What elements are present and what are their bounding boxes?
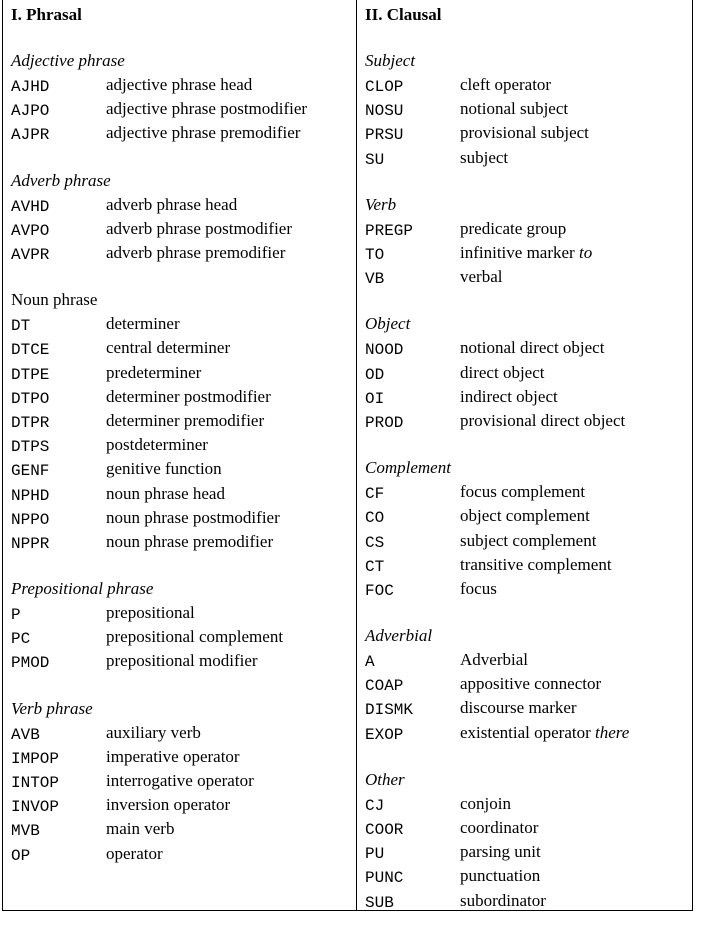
tag-code: NPPO — [11, 510, 50, 529]
tag-row — [365, 648, 692, 672]
column-title: II. Clausal — [365, 5, 442, 24]
tag-row — [11, 530, 356, 554]
tag-description-text: coordinator — [460, 818, 539, 838]
tag-row — [11, 506, 356, 530]
tag-row — [365, 840, 692, 864]
tag-row — [11, 745, 356, 769]
tag-code: DTPR — [11, 413, 50, 432]
tag-code: AVHD — [11, 197, 50, 216]
section-heading: Prepositional phrase — [11, 579, 154, 598]
tag-row — [11, 361, 356, 385]
tag-description-text: postdeterminer — [106, 435, 208, 455]
tag-code: PU — [365, 845, 385, 864]
tag-code: MVB — [11, 822, 40, 841]
tag-row — [11, 793, 356, 817]
section — [365, 312, 692, 433]
tag-row — [365, 146, 692, 170]
tag-description-text: adjective phrase head — [106, 75, 253, 95]
tag-description-text: discourse marker — [460, 698, 577, 718]
tag-description-text: predicate group — [460, 218, 567, 238]
tag-description-text: imperative operator — [106, 746, 240, 766]
tag-code: SUB — [365, 893, 394, 912]
tag-code: OI — [365, 389, 385, 408]
tag-code: PUNC — [365, 869, 404, 888]
section — [11, 577, 356, 674]
tag-description-text: determiner premodifier — [106, 410, 265, 430]
tag-description — [106, 508, 280, 528]
tag-description — [106, 387, 271, 407]
tag-code: NOSU — [365, 102, 404, 121]
tag-description-text: subordinator — [460, 890, 546, 910]
section-heading: Object — [365, 314, 411, 334]
tag-code: CO — [365, 509, 385, 528]
tag-description-text: adverb phrase premodifier — [106, 243, 286, 263]
tag-code: IMPOP — [11, 749, 60, 768]
tag-description-text: infinitive marker — [460, 243, 575, 263]
tag-description — [460, 794, 511, 814]
tag-code: OD — [365, 365, 385, 384]
tag-description-text: cleft operator — [460, 75, 552, 95]
section — [11, 169, 356, 266]
tag-code: INTOP — [11, 774, 60, 793]
tag-row — [365, 504, 692, 528]
tag-row — [365, 385, 692, 409]
tag-description-text: interrogative operator — [106, 771, 254, 791]
tag-description-text: noun phrase postmodifier — [106, 507, 280, 527]
tag-description-text: noun phrase premodifier — [106, 531, 274, 551]
tag-row — [11, 312, 356, 336]
tag-code: DISMK — [365, 701, 414, 720]
tag-description-text: notional direct object — [460, 338, 605, 358]
tag-code: AJHD — [11, 78, 50, 97]
tag-description-text: genitive function — [106, 459, 222, 479]
tag-row — [11, 842, 356, 866]
tag-description-text: conjoin — [460, 793, 511, 813]
section-heading: Complement — [365, 458, 451, 478]
tag-code: DTPE — [11, 365, 50, 384]
tag-description — [460, 411, 625, 431]
tag-description — [460, 891, 546, 911]
tag-description — [460, 99, 568, 119]
tag-code: NPPR — [11, 534, 50, 553]
tag-code: FOC — [365, 581, 394, 600]
tag-row — [11, 481, 356, 505]
tag-code: OP — [11, 846, 31, 865]
tag-description-text: punctuation — [460, 866, 541, 886]
tag-description-text: noun phrase head — [106, 483, 225, 503]
tag-code: DTCE — [11, 341, 50, 360]
tag-code: SU — [365, 150, 385, 169]
tag-description-text: inversion operator — [106, 795, 231, 815]
section — [365, 49, 692, 170]
tag-description-emphasis: to — [578, 243, 593, 263]
tag-description — [460, 363, 545, 383]
tag-description-text: verbal — [460, 267, 503, 287]
tag-row — [11, 241, 356, 265]
tag-description — [460, 148, 508, 168]
section-heading: Adverbial — [365, 626, 433, 645]
tag-description — [460, 555, 612, 575]
tag-code: PROD — [365, 413, 404, 432]
tag-code: INVOP — [11, 798, 60, 817]
tag-row — [365, 696, 692, 720]
tag-row — [365, 121, 692, 145]
tag-code: EXOP — [365, 725, 404, 744]
tag-row — [11, 97, 356, 121]
section — [11, 49, 356, 146]
tag-row — [365, 336, 692, 360]
tag-description — [106, 819, 174, 839]
section-heading: Noun phrase — [11, 290, 98, 310]
tag-description — [460, 579, 497, 599]
tag-description — [106, 747, 240, 767]
section — [365, 768, 692, 913]
tag-code: CJ — [365, 796, 385, 815]
tag-description-text: object complement — [460, 506, 590, 526]
tag-description — [460, 674, 601, 694]
tag-description-text: adjective phrase postmodifier — [106, 99, 308, 119]
tag-row — [365, 792, 692, 816]
tag-description — [106, 795, 230, 815]
tag-row — [365, 672, 692, 696]
tag-row — [11, 769, 356, 793]
tag-description — [106, 484, 225, 504]
tag-code: AVPR — [11, 246, 50, 265]
tag-row — [11, 457, 356, 481]
tag-description — [460, 723, 629, 743]
tag-description — [460, 219, 566, 239]
tag-code: CS — [365, 533, 385, 552]
tag-description-text: focus — [460, 578, 497, 598]
tag-row — [11, 336, 356, 360]
tag-description-text: determiner postmodifier — [106, 386, 271, 406]
tag-description-text: provisional subject — [460, 123, 589, 143]
tag-row — [11, 817, 356, 841]
tag-row — [365, 721, 692, 745]
tag-code: COOR — [365, 821, 404, 840]
tag-description-text: transitive complement — [460, 554, 612, 574]
tag-description — [460, 650, 528, 670]
tag-code: A — [365, 653, 375, 672]
tag-code: AVPO — [11, 221, 50, 240]
tag-code: TO — [365, 246, 385, 265]
tag-row — [11, 409, 356, 433]
tag-row — [11, 121, 356, 145]
tag-row — [11, 625, 356, 649]
tag-description — [460, 243, 592, 263]
tag-description — [460, 866, 540, 886]
phrasal-column — [3, 0, 357, 910]
tag-row — [365, 361, 692, 385]
tag-row — [365, 889, 692, 913]
section — [365, 193, 692, 290]
tag-description — [106, 435, 208, 455]
tag-description — [460, 842, 541, 862]
tag-description — [460, 506, 590, 526]
tag-code: NPHD — [11, 486, 50, 505]
tag-row — [11, 385, 356, 409]
tag-description-text: determiner — [106, 314, 180, 334]
tag-code: PC — [11, 630, 31, 649]
tag-description — [460, 387, 558, 407]
tag-description — [460, 482, 585, 502]
tag-row — [365, 864, 692, 888]
tag-description-text: subject complement — [460, 530, 597, 550]
section-heading: Verb phrase — [11, 698, 93, 718]
tag-description-text: prepositional complement — [106, 627, 284, 647]
section-heading: Subject — [365, 51, 416, 70]
tag-description — [106, 338, 230, 358]
tag-row — [365, 528, 692, 552]
tag-description — [460, 123, 589, 143]
tag-description-text: appositive connector — [460, 674, 602, 694]
tag-code: PMOD — [11, 654, 50, 673]
tag-description-text: notional subject — [460, 99, 569, 119]
tag-description — [106, 243, 285, 263]
tag-description — [106, 459, 222, 479]
tag-code: DTPS — [11, 438, 50, 457]
tag-description-text: existential operator — [460, 722, 591, 742]
tag-description-text: parsing unit — [460, 842, 541, 862]
section-heading: Adverb phrase — [11, 170, 111, 190]
tag-code: DTPO — [11, 389, 50, 408]
tag-description-text: operator — [106, 843, 163, 863]
tag-description — [460, 75, 551, 95]
tag-row — [365, 97, 692, 121]
tag-row — [365, 409, 692, 433]
tag-description — [106, 771, 254, 791]
tag-row — [365, 816, 692, 840]
tag-description — [106, 411, 264, 431]
tag-row — [11, 73, 356, 97]
tag-description — [106, 603, 195, 623]
tag-row — [365, 553, 692, 577]
column-title: I. Phrasal — [11, 5, 82, 24]
tag-description-text: main verb — [106, 819, 175, 839]
tag-code: AJPR — [11, 126, 50, 145]
tag-description — [106, 99, 307, 119]
tag-code: DT — [11, 317, 31, 336]
section-heading: Adjective phrase — [11, 51, 125, 70]
tag-description — [106, 363, 201, 383]
tag-description-text: prepositional modifier — [106, 651, 258, 671]
tag-code: VB — [365, 270, 385, 289]
tag-row — [11, 217, 356, 241]
tag-description-text: adverb phrase head — [106, 194, 238, 214]
tag-table — [2, 0, 693, 911]
tag-row — [11, 193, 356, 217]
tag-row — [365, 73, 692, 97]
tag-description-emphasis: there — [595, 722, 630, 742]
tag-row — [365, 217, 692, 241]
clausal-column — [357, 0, 692, 910]
tag-description — [106, 723, 201, 743]
tag-description-text: provisional direct object — [460, 410, 626, 430]
tag-description-text: auxiliary verb — [106, 722, 201, 742]
tag-description-text: focus complement — [460, 482, 586, 502]
tag-code: AJPO — [11, 102, 50, 121]
tag-description-text: adverb phrase postmodifier — [106, 218, 292, 238]
tag-code: AVB — [11, 725, 40, 744]
tag-description-text: subject — [460, 147, 509, 167]
section — [365, 456, 692, 601]
tag-code: CLOP — [365, 78, 404, 97]
tag-description-text: direct object — [460, 362, 545, 382]
tag-description — [106, 123, 300, 143]
tag-code: GENF — [11, 462, 50, 481]
tag-row — [365, 577, 692, 601]
tag-description — [460, 698, 577, 718]
tag-description-text: indirect object — [460, 386, 558, 406]
tag-row — [11, 601, 356, 625]
tag-row — [365, 480, 692, 504]
tag-row — [365, 241, 692, 265]
tag-description — [106, 844, 163, 864]
tag-description — [106, 195, 237, 215]
tag-description — [460, 338, 604, 358]
tag-description — [106, 627, 283, 647]
tag-row — [365, 265, 692, 289]
section — [11, 697, 356, 866]
tag-description-text: central determiner — [106, 338, 231, 358]
tag-code: COAP — [365, 677, 404, 696]
tag-description-text: predeterminer — [106, 362, 202, 382]
tag-code: CF — [365, 485, 385, 504]
tag-description — [460, 267, 502, 287]
tag-description — [106, 314, 180, 334]
section-heading: Verb — [365, 194, 397, 214]
tag-code: PREGP — [365, 221, 414, 240]
section — [11, 288, 356, 554]
tag-description — [106, 651, 258, 671]
tag-row — [11, 433, 356, 457]
tag-row — [11, 649, 356, 673]
tag-description — [106, 75, 252, 95]
tag-description — [106, 532, 273, 552]
section — [365, 624, 692, 745]
tag-description-text: Adverbial — [460, 650, 528, 670]
tag-description — [460, 818, 538, 838]
tag-description — [460, 531, 596, 551]
tag-code: P — [11, 606, 21, 625]
tag-code: CT — [365, 557, 385, 576]
section-heading: Other — [365, 769, 405, 789]
tag-code: PRSU — [365, 126, 404, 145]
tag-code: NOOD — [365, 341, 404, 360]
tag-description-text: adjective phrase premodifier — [106, 123, 301, 143]
tag-description-text: prepositional — [106, 603, 195, 623]
tag-description — [106, 219, 292, 239]
tag-row — [11, 721, 356, 745]
